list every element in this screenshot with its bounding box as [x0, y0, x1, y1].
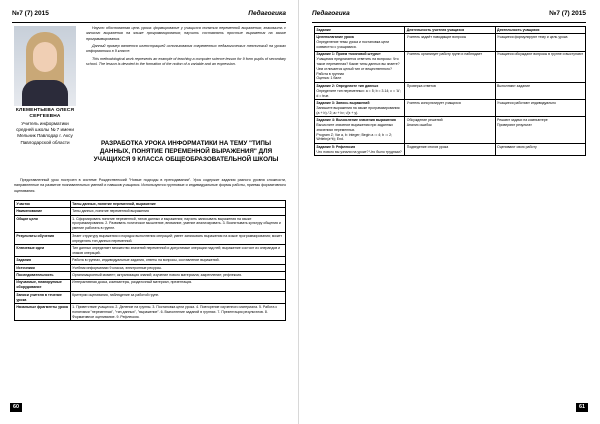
table-row	[315, 34, 586, 51]
table-row	[15, 208, 286, 215]
article-intro	[14, 178, 286, 194]
table-cell	[495, 117, 585, 144]
page-number: 61	[576, 403, 588, 412]
row-key: Ключевые идеи	[15, 245, 71, 257]
row-value: 1. Приветствие учащихся. 2. Деление на группы. 3. Постановка цели урока. 4. Повторение изученного материала. 5. Работа с понятиями "переменная", "тип данных", "выражение". 6. Выполнение заданий в группах. 7. Презентация результатов. 8. Формативное оценивание. 9. Рефлексия.	[70, 304, 285, 321]
row-value: 1. Сформировать понятие переменной, типов данных и выражения; научить записывать выражения на языке программирования. 2. Развивать логическое мышление, внимание, умение анализировать. 3. Воспитывать культуру общения и умение работать в группе.	[70, 215, 285, 232]
cell-line: Учащиеся работают индивидуально	[497, 100, 556, 105]
issue-label: №7 (7) 2015	[549, 10, 586, 17]
author-info	[12, 108, 78, 146]
table-row	[315, 117, 586, 144]
table-cell	[495, 143, 585, 155]
row-key: Наименование	[15, 208, 71, 215]
table-row	[15, 232, 286, 244]
table-row	[15, 304, 286, 321]
table-cell	[495, 34, 585, 51]
cell-line: Оценка: 1 балл	[316, 76, 342, 81]
cell-line: Учитель организует работу групп и наблюдает	[406, 52, 483, 57]
cell-line: Задание 1: Прием «мозговой штурм»	[316, 52, 381, 57]
rubric-label: Педагогика	[248, 10, 286, 17]
rubric-label: Педагогика	[312, 10, 350, 17]
table-row	[15, 257, 286, 264]
table-cell	[315, 117, 405, 144]
row-value: Знает структуру выражения и порядок выполнения операций; умеет записывать выражения на языке программирования; может определять тип данных переменной.	[70, 232, 285, 244]
table-row	[15, 264, 286, 271]
lesson-plan-table	[14, 200, 286, 321]
table-cell	[495, 51, 585, 83]
table-cell	[315, 100, 405, 117]
abstract-paragraph: Научно обоснованная цель урока: формирование у учащихся понятия переменной выражения; знакомить с записью выражения на языке программирования; научить составлять простые выражения на языке программирования.	[86, 26, 286, 41]
cell-line: Подведение итогов урока	[406, 144, 449, 149]
table-row	[15, 215, 286, 232]
table-cell	[495, 100, 585, 117]
cell-line: Запишите выражения на языке программирования: (a + b) / 2; a² + b²; √(x + y).	[316, 105, 401, 115]
cell-line: Целеполагание урока	[316, 35, 354, 40]
table-row	[315, 143, 586, 155]
left-page	[6, 4, 292, 418]
table-cell	[315, 34, 405, 51]
author-photo	[14, 26, 76, 106]
table-row	[15, 291, 286, 303]
table-cell	[405, 83, 495, 100]
row-value: Учебник информатики 9 класса, электронные ресурсы.	[70, 264, 285, 271]
row-value: Критерии оценивания, наблюдение за работой групп.	[70, 291, 285, 303]
cell-line: Задание 4: Вычисление значения выражения	[316, 118, 396, 123]
cell-line: Оценивают свою работу	[497, 144, 537, 149]
table-header-cell: Деятельность учителя учащихся	[405, 27, 495, 34]
cell-line: Вычислите значение выражения при заданных значениях переменных.	[316, 122, 393, 132]
table-row	[15, 279, 286, 291]
row-value: Организационный момент; актуализация знаний; изучение нового материала; закрепление; рефлексия.	[70, 272, 285, 279]
cell-line: Program Z; Var a, b: integer; Begin a := 4; b := 2; Writeln(a*b); End.	[316, 132, 393, 142]
row-value: Тип данных определяет множество значений переменной и допустимые операции над ней; выражение состоит из операндов и знаков операций.	[70, 245, 285, 257]
cell-line: Анализ ошибок	[406, 122, 432, 127]
author-bio: Учитель информатики средней школы № 7 имени Мельник Павлодар г. Аксу Павлодарской области	[16, 120, 74, 145]
cell-line: Проверка ответов	[406, 83, 436, 88]
table-row	[15, 245, 286, 257]
table-cell	[495, 83, 585, 100]
table-cell	[315, 143, 405, 155]
table-row	[315, 100, 586, 117]
left-running-header	[12, 10, 286, 23]
cell-line: Задание 3: Запись выражений	[316, 100, 370, 105]
row-key: Задания	[15, 257, 71, 264]
table-header-row	[15, 201, 286, 208]
abstract	[86, 26, 286, 70]
lesson-steps-table	[314, 26, 586, 156]
table-cell	[405, 117, 495, 144]
cell-line: Учащимся предлагается ответить на вопросы: Что такое переменная? Какие типы данных вы знаете? Чем отличается целый тип от вещественного?	[316, 57, 400, 71]
cell-line: Задание 5: Рефлексия	[316, 144, 356, 149]
table-cell	[405, 51, 495, 83]
cell-line: Учитель консультирует учащихся	[406, 100, 461, 105]
cell-line: Проверяют результат	[497, 122, 532, 127]
table-cell	[315, 83, 405, 100]
table-cell	[405, 100, 495, 117]
right-page	[306, 4, 592, 418]
table-row	[315, 51, 586, 83]
issue-label: №7 (7) 2015	[12, 10, 49, 17]
abstract-paragraph: Данный пример является иллюстрацией использования современных педагогических технологий на уроках информатики в 9 классе.	[86, 44, 286, 54]
intro-paragraph: Представленный урок построен в системе Рождественский "Новые подходы в преподавании". Урок содержит задания разного уровня сложности, направленные на развитие познавательных умений и навыков учащихся. Используются групповые и индивидуальные формы работы, приемы формативного оценивания.	[14, 178, 286, 193]
cell-line: Выполняют задание	[497, 83, 531, 88]
page-gutter	[298, 0, 299, 424]
row-key: Источники	[15, 264, 71, 271]
cell-line: Решают задачи на компьютере	[497, 118, 548, 123]
cell-line: Определите тип переменных: a = 5; b = 3.14; c = 'A'; d = true.	[316, 88, 401, 98]
table-header-row	[315, 27, 586, 34]
row-value: Интерактивная доска, компьютеры, раздаточный материал, презентация.	[70, 279, 285, 291]
cell-line: Определение темы урока и постановка цели совместно с учащимися.	[316, 40, 390, 49]
table-header-cell: Типы данных, понятие переменной, выражение	[70, 201, 285, 208]
cell-line: Задание 2: Определите тип данных	[316, 83, 379, 88]
cell-line: Работа в группах	[316, 71, 345, 76]
article-title: РАЗРАБОТКА УРОКА ИНФОРМАТИКИ НА ТЕМУ "ТИПЫ ДАННЫХ, ПОНЯТИЕ ПЕРЕМЕННОЙ ВЫРАЖЕНИЯ" ДЛЯ УЧАЩИХСЯ 9 КЛАССА ОБЩЕОБРАЗОВАТЕЛЬНОЙ ШКОЛЫ	[93, 140, 279, 163]
table-row	[15, 272, 286, 279]
table-header-cell: Задание	[315, 27, 405, 34]
table-cell	[405, 143, 495, 155]
row-key: Общие цели	[15, 215, 71, 232]
row-key: Результаты обучения	[15, 232, 71, 244]
row-key: Начальные фрагменты урока	[15, 304, 71, 321]
row-key: Записи учителя в течение урока	[15, 291, 71, 303]
page-number: 60	[10, 403, 22, 412]
table-header-cell: Участок	[15, 201, 71, 208]
table-cell	[405, 34, 495, 51]
row-key: Последовательность	[15, 272, 71, 279]
abstract-paragraph: This methodological work represents an example of teaching a computer science lesson for 9 form pupils of secondary school. The lesson is devoted to the formation of the notion of a variable and an expression.	[86, 56, 286, 67]
table-cell	[315, 51, 405, 83]
table-header-cell: Деятельность учащихся	[495, 27, 585, 34]
cell-line: Обсуждение решений	[406, 118, 443, 123]
row-key: Изучаемые, планируемые оборудование	[15, 279, 71, 291]
right-running-header	[312, 10, 586, 23]
row-value: Типы данных, понятие переменной выражения	[70, 208, 285, 215]
cell-line: Что нового вы узнали на уроке? Что было трудным?	[316, 149, 402, 154]
table-row	[315, 83, 586, 100]
author-name: КЛЕМЕНТЬЕВА ОЛЕСЯ СЕРГЕЕВНА	[15, 108, 75, 120]
row-value: Работа в группах, индивидуальные задания, ответы на вопросы, составление выражений.	[70, 257, 285, 264]
cell-line: Учитель задаёт наводящие вопросы	[406, 35, 467, 40]
cell-line: Учащиеся формулируют тему и цель урока	[497, 35, 568, 40]
cell-line: Учащиеся обсуждают вопросы в группе и выступают	[497, 52, 584, 57]
